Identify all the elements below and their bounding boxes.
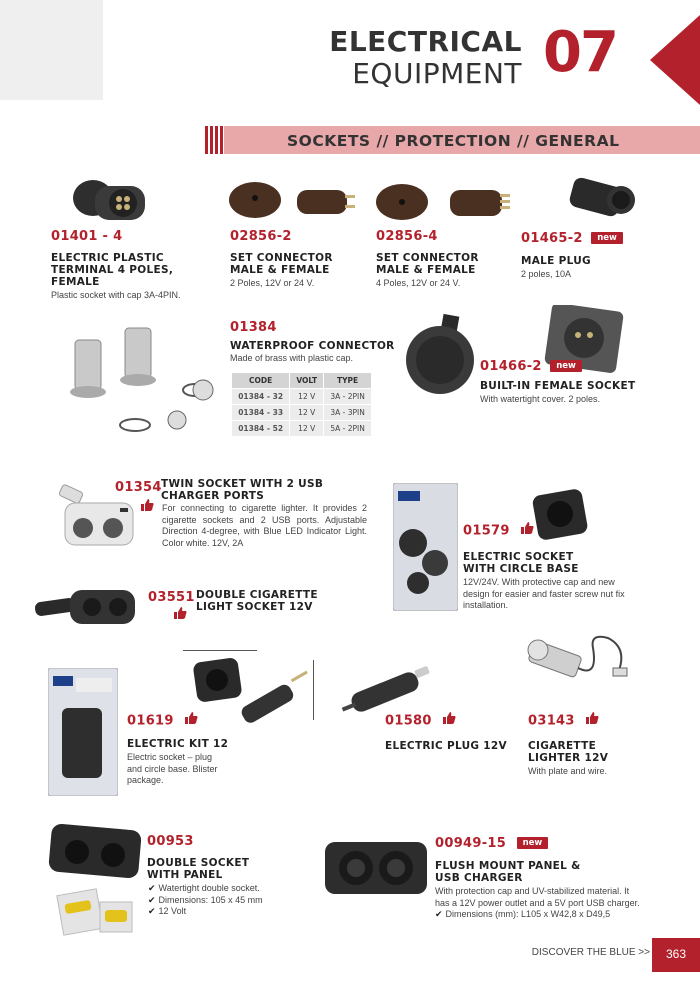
thumbs-up-icon	[140, 498, 154, 517]
new-badge: new	[550, 360, 582, 372]
feature-item: ✔ Watertight double socket.	[148, 883, 307, 895]
thumbs-up-icon	[585, 711, 599, 730]
product-title: SET CONNECTOR MALE & FEMALE	[376, 252, 479, 276]
thumbs-up-icon	[442, 711, 456, 730]
product-image-01465	[563, 172, 643, 227]
product-code: 03551	[148, 590, 195, 605]
product-desc: 2 poles, 10A	[521, 269, 572, 279]
product-code: 02856-4	[376, 229, 438, 244]
product-title: ELECTRIC PLASTIC TERMINAL 4 POLES, FEMALE	[51, 252, 174, 288]
feature-item: ✔ Dimensions (mm): L105 x W42,8 x D49,5	[435, 909, 650, 921]
product-image-00953	[45, 822, 145, 942]
product-code: 03143	[528, 713, 575, 729]
product-desc: With protection cap and UV-stabilized material. It has a 12V power outlet and a 5V port USB charger.	[435, 886, 640, 908]
table-header: TYPE	[324, 373, 372, 389]
title-line-1: ELECTRICAL	[329, 25, 522, 58]
corner-block	[0, 0, 103, 100]
product-image-03143	[518, 628, 638, 698]
feature-list	[148, 883, 307, 918]
table-cell: 5A - 2PIN	[324, 421, 372, 437]
table-cell: 12 V	[290, 405, 324, 421]
product-title: FLUSH MOUNT PANEL & USB CHARGER	[435, 860, 581, 884]
table-row	[232, 421, 372, 437]
product-image-01619-blister	[48, 668, 118, 796]
product-title: WATERPROOF CONNECTOR	[230, 340, 395, 352]
feature-list	[435, 909, 650, 921]
spec-table	[231, 372, 372, 437]
chapter-arrow	[650, 15, 700, 105]
product-code: 02856-2	[230, 229, 292, 244]
table-cell: 01384 - 52	[232, 421, 290, 437]
table-cell: 12 V	[290, 421, 324, 437]
new-badge: new	[517, 837, 549, 849]
divider-line	[183, 650, 257, 651]
feature-item: ✔ 12 Volt	[148, 906, 307, 918]
product-code: 01466-2	[480, 359, 542, 374]
thumbs-up-icon	[520, 521, 534, 540]
product-image-03551	[30, 580, 145, 635]
product-title: MALE PLUG	[521, 255, 591, 267]
product-image-01384	[55, 320, 225, 440]
product-title: ELECTRIC SOCKET WITH CIRCLE BASE	[463, 551, 579, 575]
product-title: DOUBLE CIGARETTE LIGHT SOCKET 12V	[196, 589, 318, 613]
product-desc: 2 Poles, 12V or 24 V.	[230, 278, 315, 288]
product-image-01401	[65, 172, 165, 232]
table-row	[232, 405, 372, 421]
product-desc: Plastic socket with cap 3A-4PIN.	[51, 290, 181, 300]
product-desc: With watertight cover. 2 poles.	[480, 394, 601, 404]
divider-line-vertical	[313, 660, 314, 720]
product-code: 00953	[147, 834, 194, 849]
table-header-row	[232, 373, 372, 389]
title-line-2: EQUIPMENT	[352, 57, 522, 90]
product-desc: For connecting to cigarette lighter. It provides 2 cigarette sockets and 2 USB ports. Adjustable Direction 4-degree, with Blue LED Indicator Light. Color white. 12V, 2A	[162, 503, 367, 548]
product-title: SET CONNECTOR MALE & FEMALE	[230, 252, 333, 276]
product-code: 01619	[127, 713, 174, 729]
table-cell: 3A - 2PIN	[324, 389, 372, 405]
table-cell: 12 V	[290, 389, 324, 405]
product-code: 01465-2	[521, 231, 583, 246]
page-number: 363	[665, 947, 687, 961]
product-title: CIGARETTE LIGHTER 12V	[528, 740, 609, 764]
table-row	[232, 389, 372, 405]
table-cell: 3A - 3PIN	[324, 405, 372, 421]
product-title: TWIN SOCKET WITH 2 USB CHARGER PORTS	[161, 478, 324, 502]
product-desc: 12V/24V. With protective cap and new design for easier and faster screw nut fix installation.	[463, 577, 625, 610]
product-code: 01580	[385, 713, 432, 729]
table-header: CODE	[232, 373, 290, 389]
thumbs-up-icon	[184, 711, 198, 730]
table-cell: 01384 - 32	[232, 389, 290, 405]
product-desc: Made of brass with plastic cap.	[230, 353, 354, 363]
product-title: ELECTRIC KIT 12	[127, 738, 229, 750]
product-desc: 4 Poles, 12V or 24 V.	[376, 278, 461, 288]
product-code: 00949-15	[435, 836, 507, 851]
section-title: SOCKETS // PROTECTION // GENERAL	[287, 132, 620, 150]
product-title: ELECTRIC PLUG 12V	[385, 740, 507, 752]
feature-item: ✔ Dimensions: 105 x 45 mm	[148, 895, 307, 907]
page-title	[329, 26, 522, 90]
section-stripes	[205, 126, 223, 154]
new-badge: new	[591, 232, 623, 244]
product-code: 01401 - 4	[51, 229, 123, 244]
footer-tagline: DISCOVER THE BLUE >>	[531, 947, 650, 958]
product-image-01579-blister	[393, 483, 458, 611]
product-title: DOUBLE SOCKET WITH PANEL	[147, 857, 250, 881]
table-cell: 01384 - 33	[232, 405, 290, 421]
product-image-02856-4	[372, 180, 522, 225]
product-title: BUILT-IN FEMALE SOCKET	[480, 380, 636, 392]
product-image-00949-15	[322, 838, 430, 898]
product-desc: With plate and wire.	[528, 766, 608, 776]
product-code: 01354	[115, 480, 162, 495]
product-image-02856-2	[225, 178, 365, 223]
thumbs-up-icon	[173, 606, 187, 625]
chapter-number: 07	[543, 20, 617, 85]
product-desc: Electric socket – plug and circle base. Blister package.	[127, 752, 218, 785]
product-code: 01384	[230, 320, 277, 335]
product-code: 01579	[463, 523, 510, 539]
table-header: VOLT	[290, 373, 324, 389]
